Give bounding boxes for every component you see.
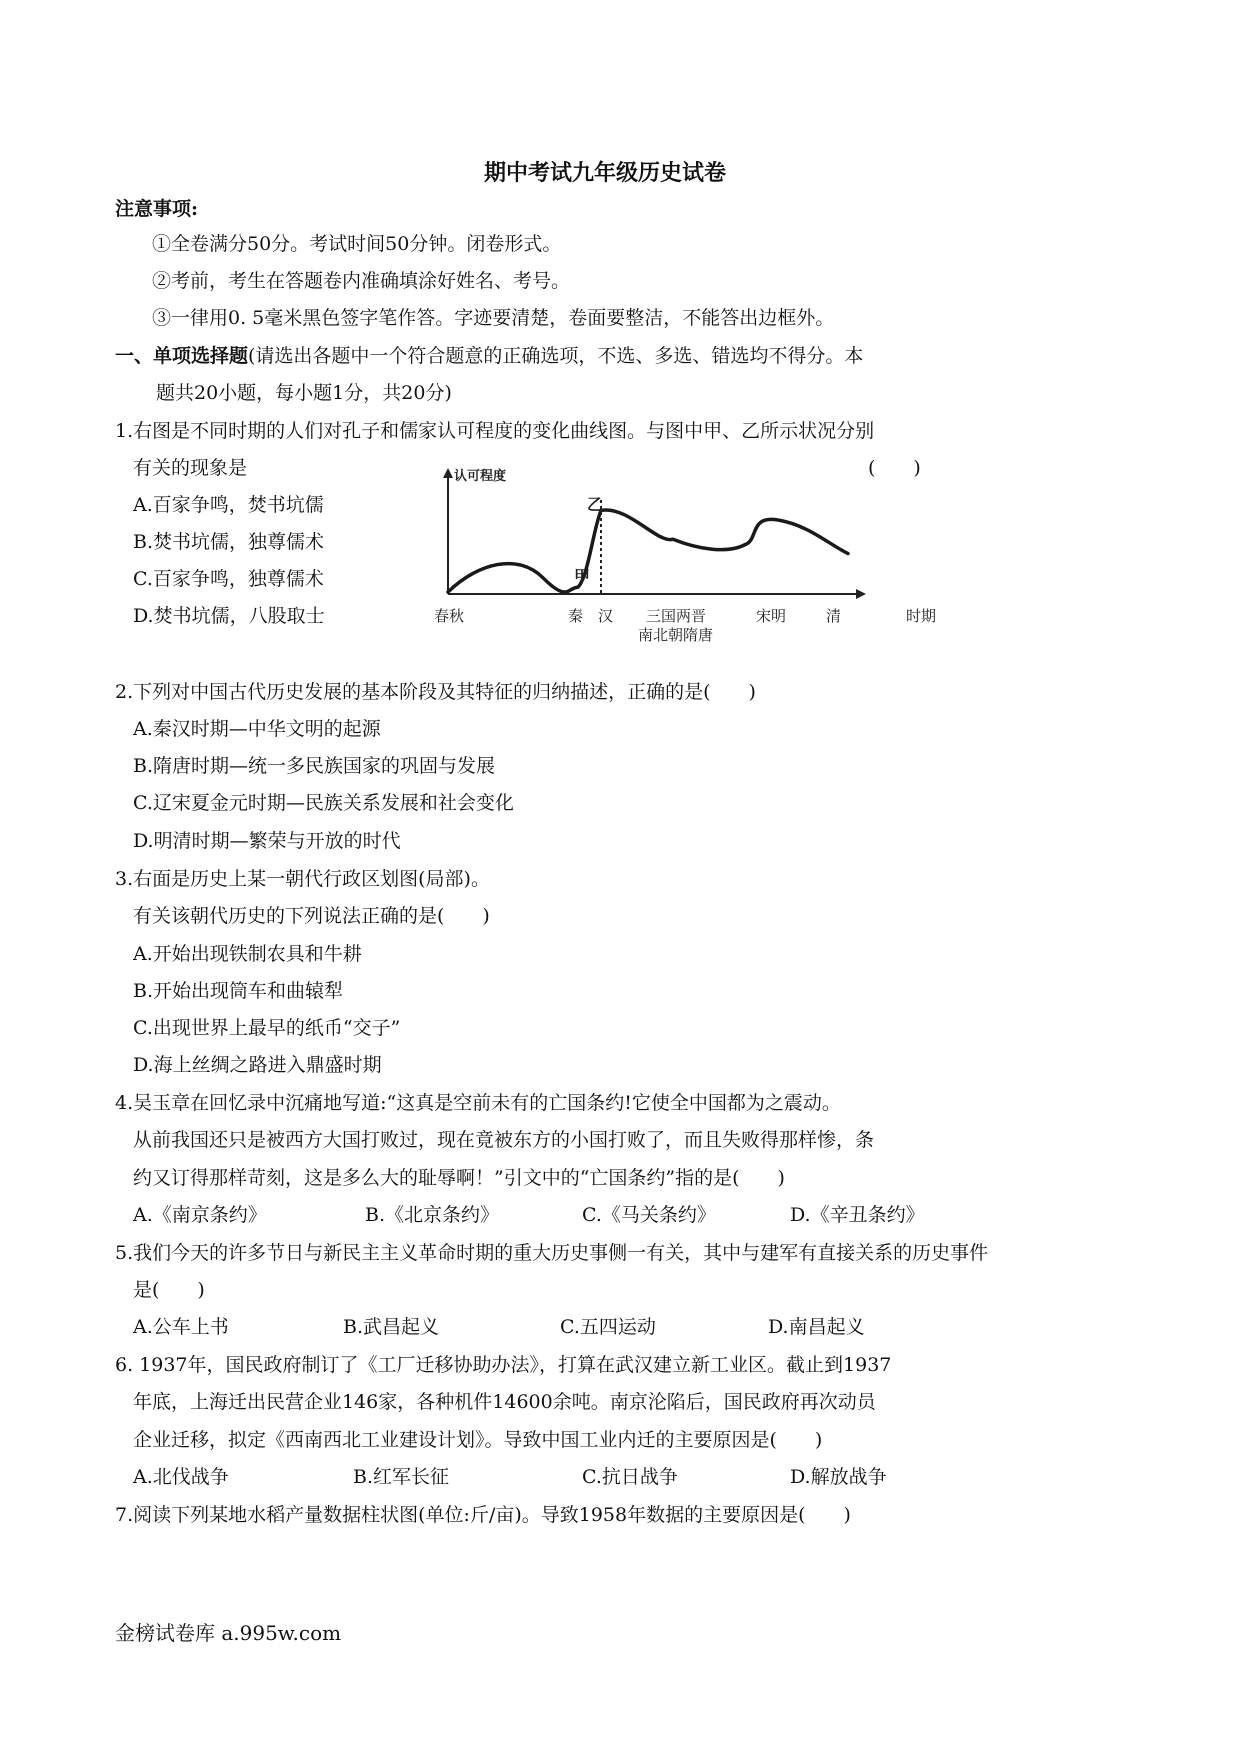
q5-option-a: A.公车上书: [133, 1316, 229, 1338]
q3-option-a: A.开始出现铁制农具和牛耕: [133, 943, 362, 965]
q2-option-b: B.隋唐时期—统一多民族国家的巩固与发展: [133, 755, 496, 777]
q3-option-c: C.出现世界上最早的纸币“交子”: [133, 1017, 401, 1039]
section1-heading: 一、单项选择题: [115, 345, 249, 367]
y-axis-label: 认可程度: [454, 469, 507, 484]
q1-stem-line2: 有关的现象是: [133, 457, 248, 479]
section1-heading-line: [115, 343, 863, 369]
q2-option-c: C.辽宋夏金元时期—民族关系发展和社会变化: [133, 792, 514, 814]
q2-option-a: A.秦汉时期—中华文明的起源: [133, 718, 381, 740]
section1-instruction: (请选出各题中一个符合题意的正确选项，不选、多选、错选均不得分。本: [248, 345, 864, 367]
recognition-curve: [448, 510, 848, 592]
page-title: 期中考试九年级历史试卷: [484, 160, 727, 186]
q6-option-a: A.北伐战争: [133, 1466, 229, 1488]
q3-stem-line1: 3.右面是历史上某一朝代行政区划图(局部)。: [115, 868, 490, 890]
category-label-qing: 清: [826, 607, 842, 625]
q4-option-d: D.《辛丑条约》: [790, 1204, 925, 1226]
notice-item-2: ②考前，考生在答题卷内准确填涂好姓名、考号。: [152, 270, 571, 292]
q5-option-d: D.南昌起义: [768, 1316, 865, 1338]
q3-option-d: D.海上丝绸之路进入鼎盛时期: [133, 1054, 382, 1076]
q2-option-d: D.明清时期—繁荣与开放的时代: [133, 830, 401, 852]
q4-stem-line2: 从前我国还只是被西方大国打败过，现在竟被东方的小国打败了，而且失败得那样惨，条: [133, 1129, 875, 1151]
category-label-chunqiu: 春秋: [434, 607, 465, 625]
q5-stem-line1: 5.我们今天的许多节日与新民主主义革命时期的重大历史事侧一有关，其中与建军有直接关系的历史事件: [115, 1242, 989, 1264]
annotation-jia: 甲: [574, 567, 591, 586]
notice-item-3: ③一律用0. 5毫米黑色签字笔作答。字迹要清楚，卷面要整洁，不能答出边框外。: [152, 307, 835, 329]
category-label-sanguo: 三国两晋: [646, 607, 707, 625]
annotation-yi: 乙: [587, 495, 604, 514]
x-axis-label: 时期: [906, 607, 937, 625]
q2-stem: 2.下列对中国古代历史发展的基本阶段及其特征的归纳描述，正确的是( ): [115, 681, 756, 703]
q1-option-a: A.百家争鸣，焚书坑儒: [133, 494, 324, 516]
x-axis-arrow: [856, 589, 866, 599]
q7-stem: 7.阅读下列某地水稻产量数据柱状图(单位:斤/亩)。导致1958年数据的主要原因是( ): [115, 1504, 851, 1526]
q1-option-c: C.百家争鸣，独尊儒术: [133, 568, 324, 590]
section1-instruction-cont: 题共20小题，每小题1分，共20分): [156, 382, 452, 404]
q6-stem-line1: 6. 1937年，国民政府制订了《工厂迁移协助办法》，打算在武汉建立新工业区。截止到1937: [115, 1354, 892, 1376]
q1-recognition-chart: [428, 466, 948, 648]
q5-option-b: B.武昌起义: [343, 1316, 440, 1338]
q1-answer-bracket: ( ): [868, 457, 921, 479]
q3-stem-line2: 有关该朝代历史的下列说法正确的是( ): [133, 905, 490, 927]
y-axis-arrow: [443, 468, 453, 478]
notice-item-1: ①全卷满分50分。考试时间50分钟。闭卷形式。: [152, 233, 562, 255]
q6-stem-line3: 企业迁移，拟定《西南西北工业建设计划》。导致中国工业内迁的主要原因是( ): [133, 1429, 823, 1451]
q1-option-b: B.焚书坑儒，独尊儒术: [133, 531, 325, 553]
q4-option-a: A.《南京条约》: [133, 1204, 267, 1226]
q4-option-b: B.《北京条约》: [365, 1204, 500, 1226]
q4-stem-line1: 4.吴玉章在回忆录中沉痛地写道:“这真是空前未有的亡国条约!它使全中国都为之震动。: [115, 1092, 841, 1114]
footer-watermark: 金榜试卷库 a.995w.com: [115, 1621, 342, 1645]
q1-option-d: D.焚书坑儒，八股取士: [133, 605, 325, 627]
q5-option-c: C.五四运动: [560, 1316, 656, 1338]
q1-stem-line1: 1.右图是不同时期的人们对孔子和儒家认可程度的变化曲线图。与图中甲、乙所示状况分别: [115, 420, 875, 442]
category-label-nanbei: 南北朝隋唐: [638, 626, 714, 644]
q4-stem-line3: 约又订得那样苛刻，这是多么大的耻辱啊！”引文中的“亡国条约”指的是( ): [133, 1167, 785, 1189]
notice-heading: 注意事项:: [115, 198, 199, 220]
q6-option-d: D.解放战争: [790, 1466, 887, 1488]
q6-option-b: B.红军长征: [353, 1466, 450, 1488]
category-label-songming: 宋明: [756, 607, 787, 625]
category-label-han: 汉: [598, 607, 614, 625]
category-label-qin: 秦: [568, 607, 584, 625]
q3-option-b: B.开始出现筒车和曲辕犁: [133, 980, 344, 1002]
q5-stem-line2: 是( ): [133, 1279, 205, 1301]
q4-option-c: C.《马关条约》: [582, 1204, 716, 1226]
q6-option-c: C.抗日战争: [582, 1466, 678, 1488]
q6-stem-line2: 年底，上海迁出民营企业146家，各种机件14600余吨。南京沦陷后，国民政府再次动员: [133, 1391, 876, 1413]
